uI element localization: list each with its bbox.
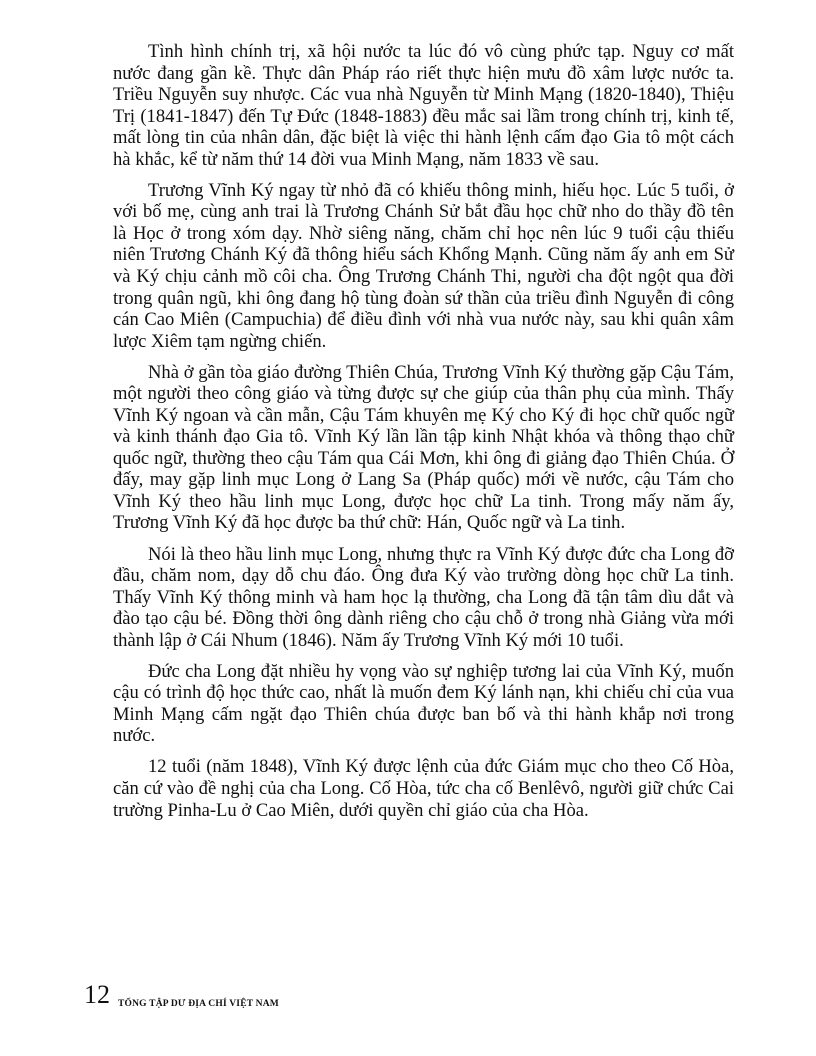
page-number: 12 <box>84 980 110 1009</box>
paragraph: Đức cha Long đặt nhiều hy vọng vào sự nghiệp tương lai của Vĩnh Ký, muốn cậu có trình độ học thức cao, nhất là muốn đem Ký lánh nạn, khi chiếu chỉ của vua Minh Mạng cấm ngặt đạo Thiên chúa được ban bố và thi hành khắp nơi trong nước. <box>113 660 734 747</box>
page-body <box>113 41 734 831</box>
paragraph: Nói là theo hầu linh mục Long, nhưng thực ra Vĩnh Ký được đức cha Long đỡ đầu, chăm nom, dạy dỗ chu đáo. Ông đưa Ký vào trường dòng học chữ La tinh. Thấy Vĩnh Ký thông minh và ham học lạ thường, cha Long đã tận tâm dìu dắt và đào tạo cậu bé. Đồng thời ông dành riêng cho cậu chỗ ở trong nhà Giảng vừa mới thành lập ở Cái Nhum (1846). Năm ấy Trương Vĩnh Ký mới 10 tuổi. <box>113 543 734 651</box>
paragraph: Trương Vĩnh Ký ngay từ nhỏ đã có khiếu thông minh, hiếu học. Lúc 5 tuổi, ở với bố mẹ, cùng anh trai là Trương Chánh Sử bắt đầu học chữ nho do thầy đồ tên là Học ở trong xóm dạy. Nhờ siêng năng, chăm chỉ học nên lúc 9 tuổi cậu thiếu niên Trương Chánh Ký đã thông hiểu sách Khổng Mạnh. Cũng năm ấy anh em Sử và Ký chịu cảnh mồ côi cha. Ông Trương Chánh Thi, người cha đột ngột qua đời trong quân ngũ, khi ông đang hộ tùng đoàn sứ thần của triều đình Nguyễn đi công cán Cao Miên (Campuchia) để điều đình với nhà vua nước này, sau khi quân xâm lược Xiêm tạm ngừng chiến. <box>113 179 734 352</box>
paragraph: Nhà ở gần tòa giáo đường Thiên Chúa, Trương Vĩnh Ký thường gặp Cậu Tám, một người theo công giáo và từng được sự che giúp của thân phụ của mình. Thấy Vĩnh Ký ngoan và cần mẫn, Cậu Tám khuyên mẹ Ký cho Ký đi học chữ quốc ngữ và kinh thánh đạo Gia tô. Vĩnh Ký lần lần tập kinh Nhật khóa và thông thạo chữ quốc ngữ, thường theo cậu Tám qua Cái Mơn, khi ông đi giảng đạo Thiên Chúa. Ở đấy, may gặp linh mục Long ở Lang Sa (Pháp quốc) mới về nước, cậu Tám cho Vĩnh Ký theo hầu linh mục Long, được học chữ La tinh. Trong mấy năm ấy, Trương Vĩnh Ký đã học được ba thứ chữ: Hán, Quốc ngữ và La tinh. <box>113 361 734 534</box>
paragraph: 12 tuổi (năm 1848), Vĩnh Ký được lệnh của đức Giám mục cho theo Cố Hòa, căn cứ vào đề nghị của cha Long. Cố Hòa, tức cha cố Benlêvô, người giữ chức Cai trường Pinha-Lu ở Cao Miên, dưới quyền chỉ giáo của cha Hòa. <box>113 756 734 821</box>
running-title: TỔNG TẬP DƯ ĐỊA CHÍ VIỆT NAM <box>118 999 279 1009</box>
paragraph: Tình hình chính trị, xã hội nước ta lúc đó vô cùng phức tạp. Nguy cơ mất nước đang gần kề. Thực dân Pháp ráo riết thực hiện mưu đồ xâm lược nước ta. Triều Nguyễn suy nhược. Các vua nhà Nguyễn từ Minh Mạng (1820-1840), Thiệu Trị (1841-1847) đến Tự Đức (1848-1883) đều mắc sai lầm trong chính trị, kinh tế, mất lòng tin của nhân dân, đặc biệt là việc thi hành lệnh cấm đạo Gia tô một cách hà khắc, kể từ năm thứ 14 đời vua Minh Mạng, năm 1833 về sau. <box>113 41 734 170</box>
